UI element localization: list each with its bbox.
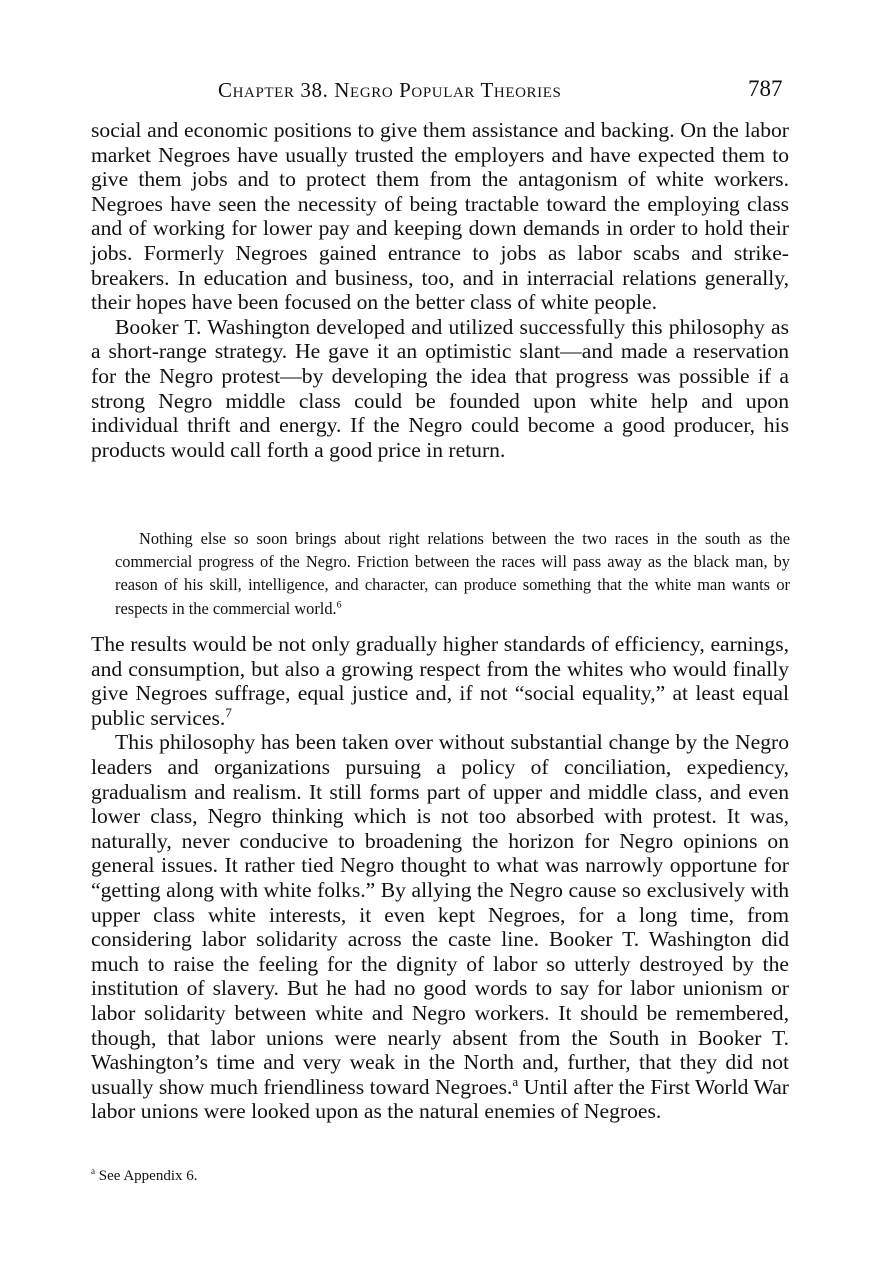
block-quote <box>115 527 790 620</box>
quote-text: Nothing else so soon brings about right relations between the two races in the south as the commercial progress of the Negro. Friction between the races will pass away as the black man, by reason of his skill, intelligence, and character, can produce something that the white man wants or respects in the commercial world. <box>115 529 790 618</box>
footnote-text: See Appendix 6. <box>98 1168 198 1184</box>
body-text-upper <box>91 118 789 462</box>
footnote-ref-6: 6 <box>336 599 342 611</box>
body-text-lower <box>91 632 789 1124</box>
paragraph-3-text: The results would be not only gradually higher standards of efficiency, earnings, and consumption, but also a growing respect from the whites who would finally give Negroes suffrage, equal justice and, if not “social equality,” at least equal public services. <box>91 632 789 730</box>
footnote-ref-7: 7 <box>225 704 232 720</box>
paragraph-2: Booker T. Washington developed and utilized successfully this philosophy as a short-range strategy. He gave it an optimistic slant—and made a reservation for the Negro protest—by developing the idea that progress was possible if a strong Negro middle class could be founded upon white help and upon individual thrift and energy. If the Negro could become a good producer, his products would call forth a good price in return. <box>91 314 789 462</box>
paragraph-1: social and economic positions to give them assistance and backing. On the labor market Negroes have usually trusted the employers and have expected them to give them jobs and to protect them from the antagonism of white workers. Negroes have seen the necessity of being tractable toward the employing class and of working for lower pay and keeping down demands in order to hold their jobs. Formerly Negroes gained entrance to jobs as labor scabs and strike-breakers. In education and business, too, and in interracial relations generally, their hopes have been focused on the better class of white people. <box>91 118 789 315</box>
block-quote-text <box>115 527 790 620</box>
footnote-mark: a <box>91 1166 95 1176</box>
paragraph-4-text: This philosophy has been taken over without substantial change by the Negro leaders and organizations pursuing a policy of conciliation, expediency, gradualism and realism. It still forms part of upper and middle class, and even lower class, Negro thinking which is not too absorbed with protest. It was, naturally, never conducive to broadening the horizon for Negro opinions on general issues. It rather tied Negro thought to what was narrowly opportune for “getting along with white folks.” By allying the Negro cause so exclusively with upper class white interests, it even kept Negroes, for a long time, from considering labor solidarity across the caste line. Booker T. Washington did much to raise the feeling for the dignity of labor so utterly destroyed by the institution of slavery. But he had no good words to say for labor unionism or labor solidarity between white and Negro workers. It should be remembered, though, that labor unions were nearly absent from the South in Booker T. Washington’s time and very weak in the North and, further, that they did not usually show much friendliness toward Negroes. <box>91 730 789 1099</box>
paragraph-3 <box>91 632 789 730</box>
footnote-ref-a: a <box>512 1073 519 1089</box>
footnote <box>91 1168 198 1185</box>
paragraph-4-text-end: Until after the First World War labor unions were looked upon as the natural enemies of Negroes. <box>91 1074 789 1124</box>
chapter-title: Chapter 38. Negro Popular Theories <box>218 78 562 102</box>
paragraph-4 <box>91 730 789 1124</box>
page-number: 787 <box>748 76 783 101</box>
running-header <box>0 78 872 108</box>
